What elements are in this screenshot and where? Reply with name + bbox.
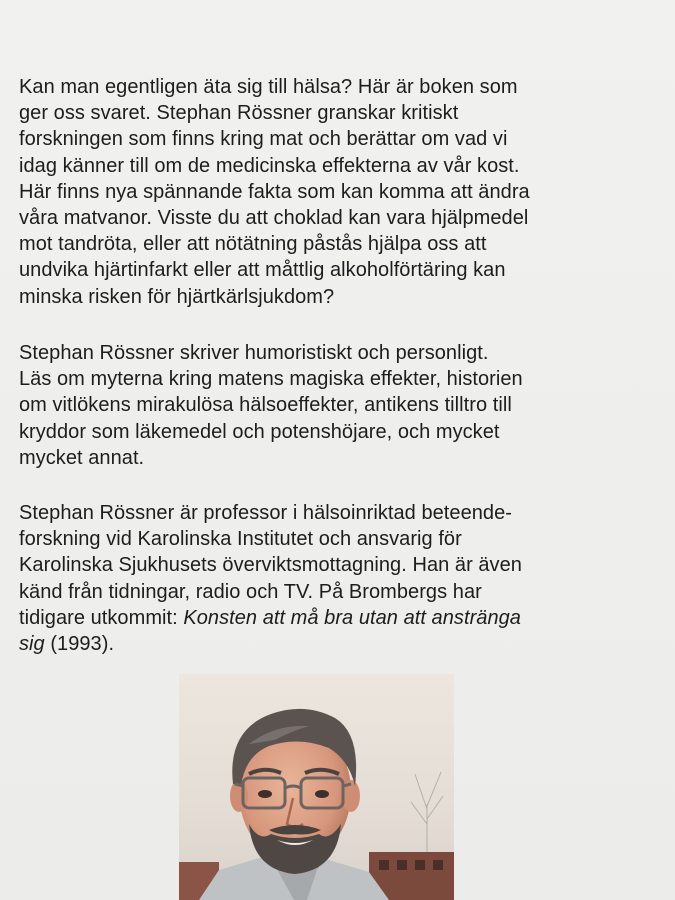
text-line bbox=[19, 631, 659, 657]
text-line: minska risken för hjärtkärlsjukdom? bbox=[19, 285, 335, 308]
book-year: (1993). bbox=[44, 633, 115, 656]
book-title-end: sig bbox=[19, 633, 45, 656]
text-line: våra matvanor. Visste du att choklad kan vara hjälpmedel bbox=[19, 207, 529, 230]
text-line: undvika hjärtinfarkt eller att måttlig alkoholförtäring kan bbox=[19, 259, 506, 282]
text-line: om vitlökens mirakulösa hälsoeffekter, antikens tilltro till bbox=[19, 394, 512, 417]
text-line: mycket annat. bbox=[19, 446, 145, 469]
text-line: forskning vid Karolinska Institutet och ansvarig för bbox=[19, 528, 462, 551]
text-line: ger oss svaret. Stephan Rössner granskar kritiskt bbox=[19, 102, 459, 125]
text-line: Läs om myterna kring matens magiska effekter, historien bbox=[19, 368, 523, 391]
text-line: forskningen som finns kring mat och berättar om vad vi bbox=[19, 128, 508, 151]
text-fragment: tidigare utkommit: bbox=[19, 606, 184, 629]
style-paragraph bbox=[19, 340, 659, 471]
text-line: kryddor som läkemedel och potenshöjare, och mycket bbox=[19, 420, 500, 443]
text-line: Här finns nya spännande fakta som kan komma att ändra bbox=[19, 180, 530, 203]
text-line: Kan man egentligen äta sig till hälsa? Här är boken som bbox=[19, 76, 518, 98]
text-line: känd från tidningar, radio och TV. På Brombergs har bbox=[19, 580, 482, 603]
text-line bbox=[19, 605, 659, 631]
text-line: Karolinska Sjukhusets överviktsmottagning. Han är även bbox=[19, 554, 522, 577]
text-line: mot tandröta, eller att nötätning påstås hjälpa oss att bbox=[19, 233, 487, 256]
book-title: Konsten att må bra utan att anstränga bbox=[183, 606, 521, 629]
author-photo bbox=[179, 674, 454, 900]
text-line: Stephan Rössner skriver humoristiskt och personligt. bbox=[19, 342, 489, 364]
author-bio-paragraph bbox=[19, 500, 659, 657]
text-line: Stephan Rössner är professor i hälsoinriktad beteende- bbox=[19, 502, 512, 524]
text-line: idag känner till om de medicinska effekterna av vår kost. bbox=[19, 154, 520, 177]
intro-paragraph bbox=[19, 74, 659, 310]
